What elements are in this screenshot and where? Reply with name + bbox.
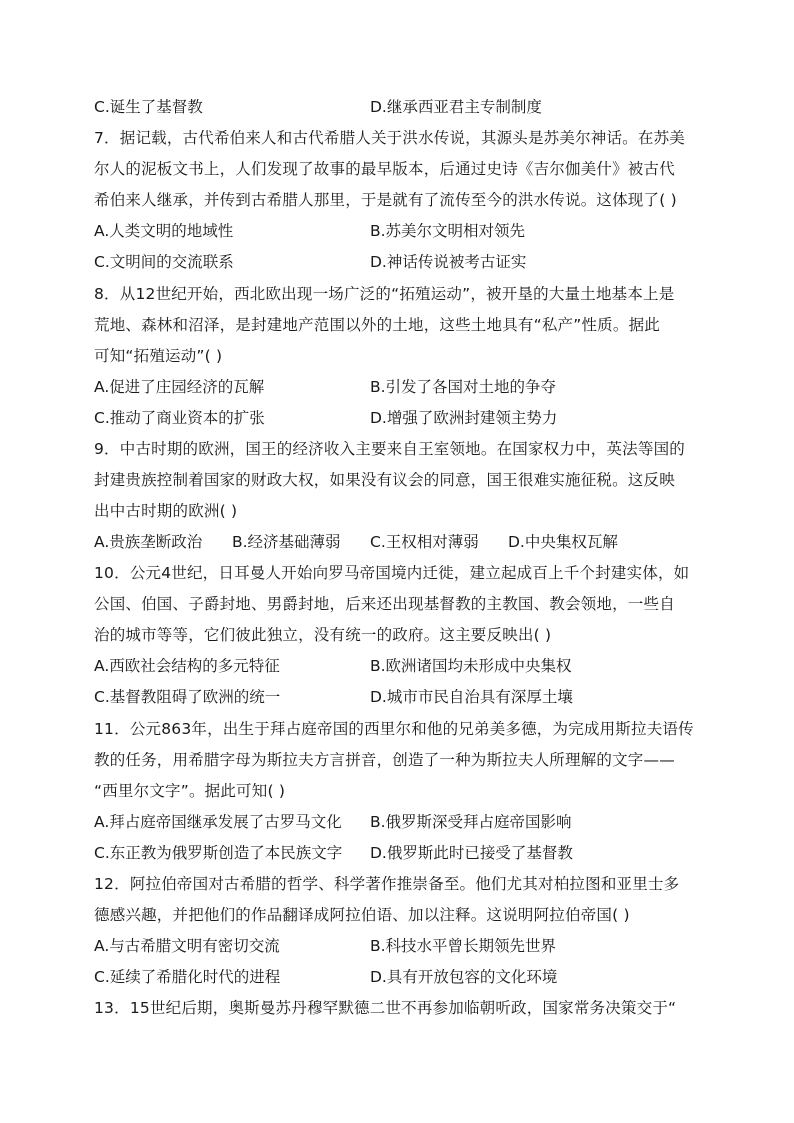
q11-stem-line-2: 教的任务，用希腊字母为斯拉夫方言拼音，创造了一种为斯拉夫人所理解的文字—— [94,751,675,769]
q12-stem-line-1: 12．阿拉伯帝国对古希腊的哲学、科学著作推崇备至。他们尤其对柏拉图和亚里士多 [94,875,680,893]
q11-option-a: A.拜占庭帝国继承发展了古罗马文化 [94,813,342,831]
q12-option-c: C.延续了希腊化时代的进程 [94,968,281,986]
q8-option-a: A.促进了庄园经济的瓦解 [94,378,265,396]
q12-option-b: B.科技水平曾长期领先世界 [370,937,557,955]
q7-option-d: D.神话传说被考古证实 [370,253,527,271]
q7-option-c: C.文明间的交流联系 [94,253,234,271]
q12-option-a: A.与古希腊文明有密切交流 [94,937,280,955]
q10-stem-line-3: 治的城市等等，它们彼此独立，没有统一的政府。这主要反映出( ) [94,626,552,644]
q12-stem-line-2: 德感兴趣，并把他们的作品翻译成阿拉伯语、加以注释。这说明阿拉伯帝国( ) [94,906,630,924]
q9-option-c: C.王权相对薄弱 [370,533,479,551]
q13-stem-line-1: 13．15世纪后期，奥斯曼苏丹穆罕默德二世不再参加临朝听政，国家常务决策交于“ [94,999,677,1017]
q11-stem-line-1: 11．公元863年，出生于拜占庭帝国的西里尔和他的兄弟美多德，为完成用斯拉夫语传 [94,720,694,738]
q10-option-d: D.城市市民自治具有深厚土壤 [370,688,573,706]
q8-stem-line-1: 8．从12世纪开始，西北欧出现一场广泛的“拓殖运动”，被开垦的大量土地基本上是 [94,285,675,303]
q12-option-d: D.具有开放包容的文化环境 [370,968,558,986]
q8-stem-line-3: 可知“拓殖运动”( ) [94,347,223,365]
q10-option-c: C.基督教阻碍了欧洲的统一 [94,688,281,706]
q11-option-b: B.俄罗斯深受拜占庭帝国影响 [370,813,572,831]
q8-option-d: D.增强了欧洲封建领主势力 [370,409,558,427]
q11-option-d: D.俄罗斯此时已接受了基督教 [370,844,573,862]
q9-option-a: A.贵族垄断政治 [94,533,203,551]
q7-stem-line-2: 尔人的泥板文书上，人们发现了故事的最早版本，后通过史诗《吉尔伽美什》被古代 [94,160,675,178]
q6-option-d: D.继承西亚君主专制制度 [370,98,542,116]
q11-stem-line-3: “西里尔文字”。据此可知( ) [94,782,286,800]
q10-stem-line-1: 10．公元4世纪，日耳曼人开始向罗马帝国境内迁徙，建立起成百上千个封建实体，如 [94,564,690,582]
q7-stem-line-1: 7．据记载，古代希伯来人和古代希腊人关于洪水传说，其源头是苏美尔神话。在苏美 [94,129,685,147]
q7-option-b: B.苏美尔文明相对领先 [370,222,526,240]
q9-stem-line-2: 封建贵族控制着国家的财政大权，如果没有议会的同意，国王很难实施征税。这反映 [94,471,675,489]
q9-stem-line-3: 出中古时期的欧洲( ) [94,502,238,520]
q8-option-c: C.推动了商业资本的扩张 [94,409,265,427]
q9-option-b: B.经济基础薄弱 [232,533,341,551]
q10-option-a: A.西欧社会结构的多元特征 [94,657,280,675]
q9-stem-line-1: 9．中古时期的欧洲，国王的经济收入主要来自王室领地。在国家权力中，英法等国的 [94,440,685,458]
q9-option-d: D.中央集权瓦解 [508,533,618,551]
q11-option-c: C.东正教为俄罗斯创造了本民族文字 [94,844,343,862]
q8-option-b: B.引发了各国对土地的争夺 [370,378,557,396]
q8-stem-line-2: 荒地、森林和沼泽，是封建地产范围以外的土地，这些土地具有“私产”性质。据此 [94,316,660,334]
q10-stem-line-2: 公国、伯国、子爵封地、男爵封地，后来还出现基督教的主教国、教会领地，一些自 [94,595,675,613]
q7-option-a: A.人类文明的地域性 [94,222,234,240]
q6-option-c: C.诞生了基督教 [94,98,203,116]
q10-option-b: B.欧洲诸国均未形成中央集权 [370,657,572,675]
q7-stem-line-3: 希伯来人继承，并传到古希腊人那里，于是就有了流传至今的洪水传说。这体现了( ) [94,191,677,209]
